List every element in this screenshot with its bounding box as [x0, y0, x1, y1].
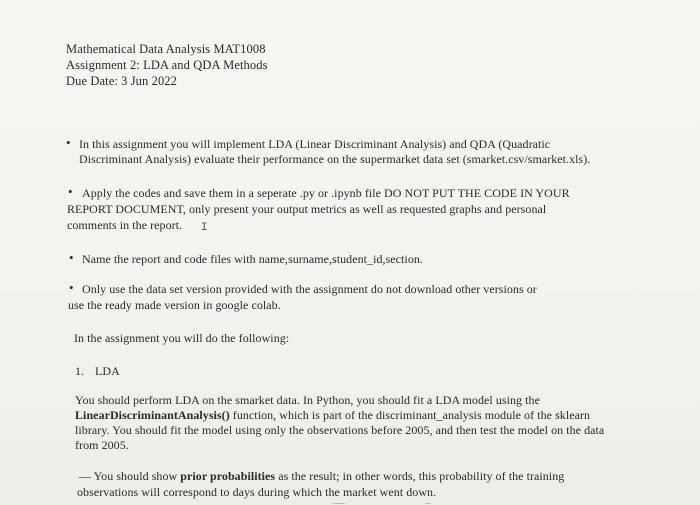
bullet-icon: • [69, 280, 74, 295]
bullet2-line2: REPORT DOCUMENT, only present your output metrics as well as requested graphs and personal [67, 202, 547, 216]
bullet1-line2: Discriminant Analysis) evaluate their performance on the supermarket data set (smarket.csv/smarket.xls). [79, 152, 591, 166]
text-cursor-icon: I [201, 222, 208, 234]
edge-mark [425, 503, 431, 504]
para2-line1-rest: as the result; in other words, this probability of the training [275, 469, 565, 483]
bullet1-line1: In this assignment you will implement LDA (Linear Discriminant Analysis) and QDA (Quadratic [79, 137, 551, 151]
dash: — [79, 469, 92, 483]
para2-prefix: You should show [93, 469, 181, 483]
due-date: Due Date: 3 Jun 2022 [66, 74, 178, 88]
bullet4-line2: use the ready made version in google colab. [68, 298, 281, 312]
assignment-title: Assignment 2: LDA and QDA Methods [66, 58, 268, 72]
function-name: LinearDiscriminantAnalysis() [75, 408, 230, 422]
section-number: 1. [75, 364, 85, 378]
para2-line1 [79, 469, 564, 484]
bullet2-line1: Apply the codes and save them in a seperate .py or .ipynb file DO NOT PUT THE CODE IN YOUR [82, 186, 570, 200]
course-title: Mathematical Data Analysis MAT1008 [66, 42, 266, 56]
intro-text: In the assignment you will do the following: [74, 331, 290, 345]
prior-probabilities-term: prior probabilities [180, 469, 276, 483]
para1-line2-rest: function, which is part of the discriminant_analysis module of the sklearn [229, 408, 591, 422]
para2-line2: observations will correspond to days during which the market went down. [77, 485, 437, 499]
bullet-icon: • [69, 250, 74, 265]
section-title: LDA [95, 364, 120, 378]
edge-mark [333, 503, 345, 504]
para1-line1: You should perform LDA on the smarket data. In Python, you should fit a LDA model using the [75, 393, 540, 407]
para1-line3: library. You should fit the model using only the observations before 2005, and then test the model on the data [75, 423, 605, 437]
bullet-icon: • [66, 135, 71, 150]
bullet3-line1: Name the report and code files with name,surname,student_id,section. [82, 252, 423, 266]
bullet2-line3: comments in the report. [67, 218, 183, 232]
para1-line2 [75, 408, 590, 423]
para1-line4: from 2005. [75, 438, 129, 452]
bullet-icon: • [68, 184, 73, 199]
bullet4-line1: Only use the data set version provided with the assignment do not download other versions or [82, 282, 537, 296]
